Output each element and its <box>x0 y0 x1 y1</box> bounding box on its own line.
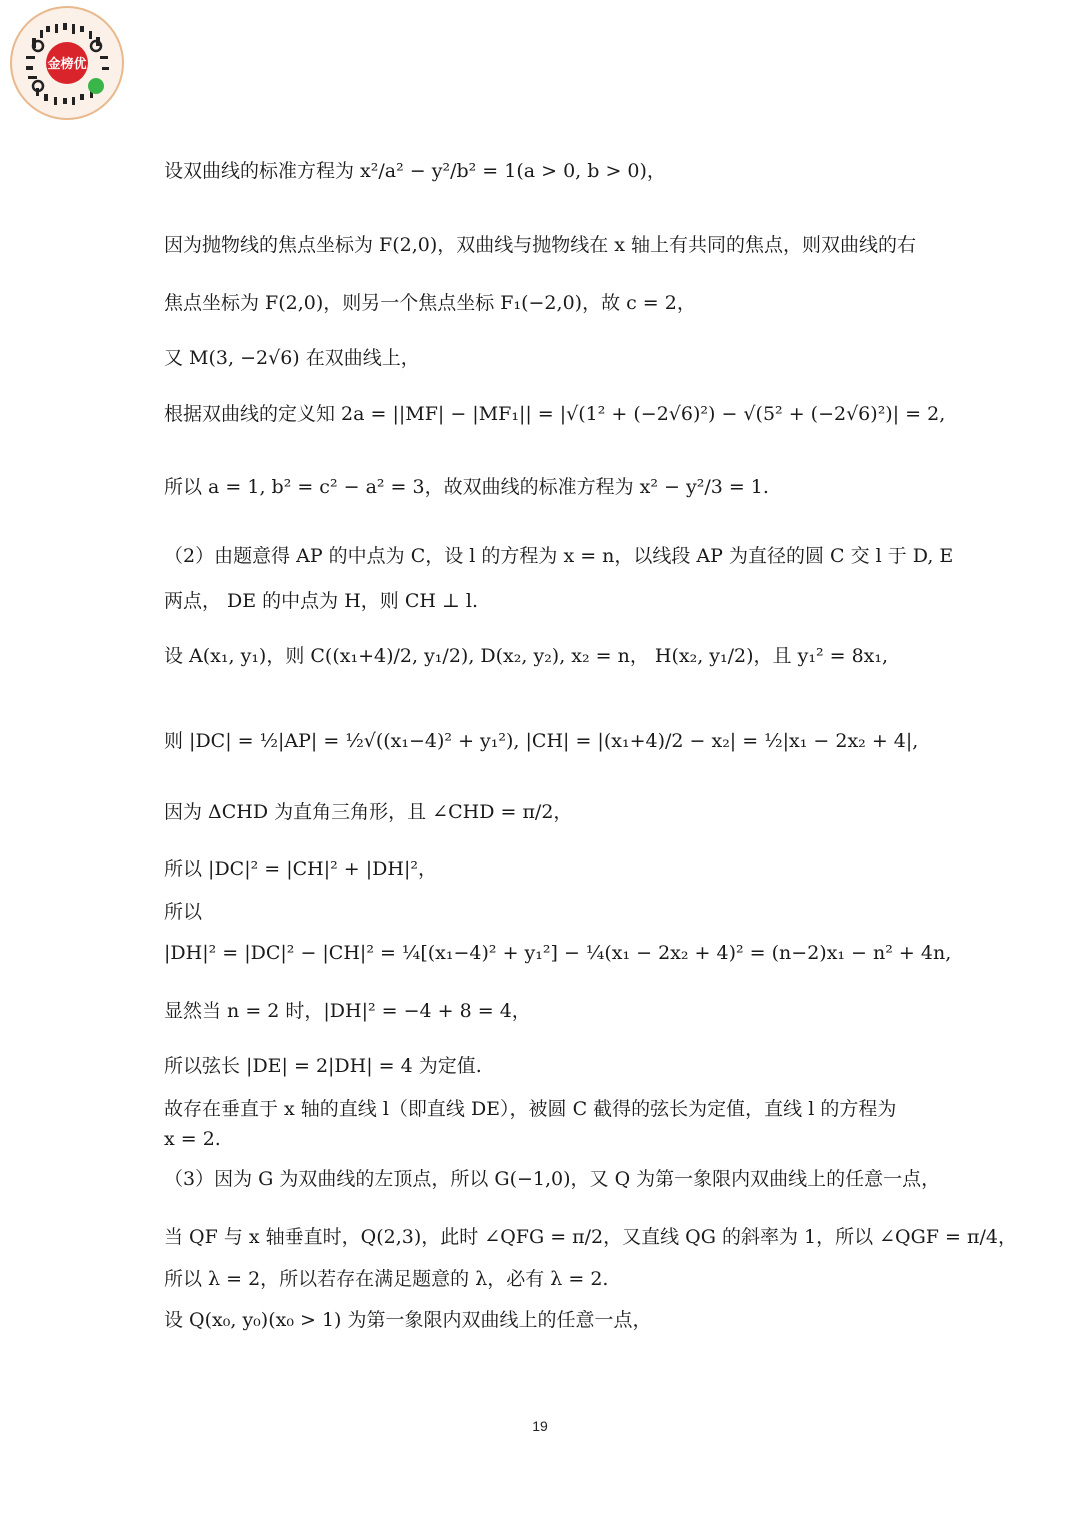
text-line: 所以 |DC|² = |CH|² + |DH|²， <box>164 858 437 880</box>
qr-logo <box>8 4 126 122</box>
text-line: 所以 <box>164 901 203 923</box>
text-line: （3）因为 G 为双曲线的左顶点，所以 G(−1,0)，又 Q 为第一象限内双曲线上的任意一点， <box>164 1168 941 1190</box>
text-line: 则 |DC| = ½|AP| = ½√((x₁−4)² + y₁²), |CH| = |(x₁+4)/2 − x₂| = ½|x₁ − 2x₂ + 4|, <box>164 730 919 752</box>
text-line: x = 2. <box>164 1128 221 1150</box>
text-line: 两点， DE 的中点为 H，则 CH ⊥ l. <box>164 590 479 612</box>
page-number: 19 <box>532 1418 548 1434</box>
text-line: 当 QF 与 x 轴垂直时，Q(2,3)，此时 ∠QFG = π/2，又直线 QG 的斜率为 1，所以 ∠QGF = π/4， <box>164 1226 1017 1248</box>
text-line: 根据双曲线的定义知 2a = ||MF| − |MF₁|| = |√(1² + (−2√6)²) − √(5² + (−2√6)²)| = 2, <box>164 403 946 425</box>
text-line: 所以弦长 |DE| = 2|DH| = 4 为定值. <box>164 1055 482 1077</box>
text-line: 所以 a = 1, b² = c² − a² = 3，故双曲线的标准方程为 x² − y²/3 = 1. <box>164 476 769 498</box>
text-line: 故存在垂直于 x 轴的直线 l（即直线 DE），被圆 C 截得的弦长为定值，直线 l 的方程为 <box>164 1098 897 1120</box>
text-line: 因为抛物线的焦点坐标为 F(2,0)，双曲线与抛物线在 x 轴上有共同的焦点，则双曲线的右 <box>164 234 917 256</box>
text-line: 设 Q(x₀, y₀)(x₀ > 1) 为第一象限内双曲线上的任意一点， <box>164 1309 652 1331</box>
text-line: 设 A(x₁, y₁)，则 C((x₁+4)/2, y₁/2), D(x₂, y₂), x₂ = n， H(x₂, y₁/2)，且 y₁² = 8x₁, <box>164 645 889 667</box>
text-line: 显然当 n = 2 时，|DH|² = −4 + 8 = 4， <box>164 1000 531 1022</box>
text-line: 又 M(3, −2√6) 在双曲线上， <box>164 347 420 369</box>
text-line: 焦点坐标为 F(2,0)，则另一个焦点坐标 F₁(−2,0)，故 c = 2， <box>164 292 696 314</box>
logo-brand-text: 金榜优 <box>47 57 87 72</box>
text-line: 所以 λ = 2，所以若存在满足题意的 λ，必有 λ = 2. <box>164 1268 609 1290</box>
text-line: 设双曲线的标准方程为 x²/a² − y²/b² = 1(a > 0, b > 0)， <box>164 160 666 182</box>
text-line: |DH|² = |DC|² − |CH|² = ¼[(x₁−4)² + y₁²] − ¼(x₁ − 2x₂ + 4)² = (n−2)x₁ − n² + 4n, <box>164 942 952 964</box>
text-line: 因为 ΔCHD 为直角三角形，且 ∠CHD = π/2， <box>164 801 573 823</box>
text-line: （2）由题意得 AP 的中点为 C，设 l 的方程为 x = n，以线段 AP 为直径的圆 C 交 l 于 D, E <box>164 545 954 567</box>
